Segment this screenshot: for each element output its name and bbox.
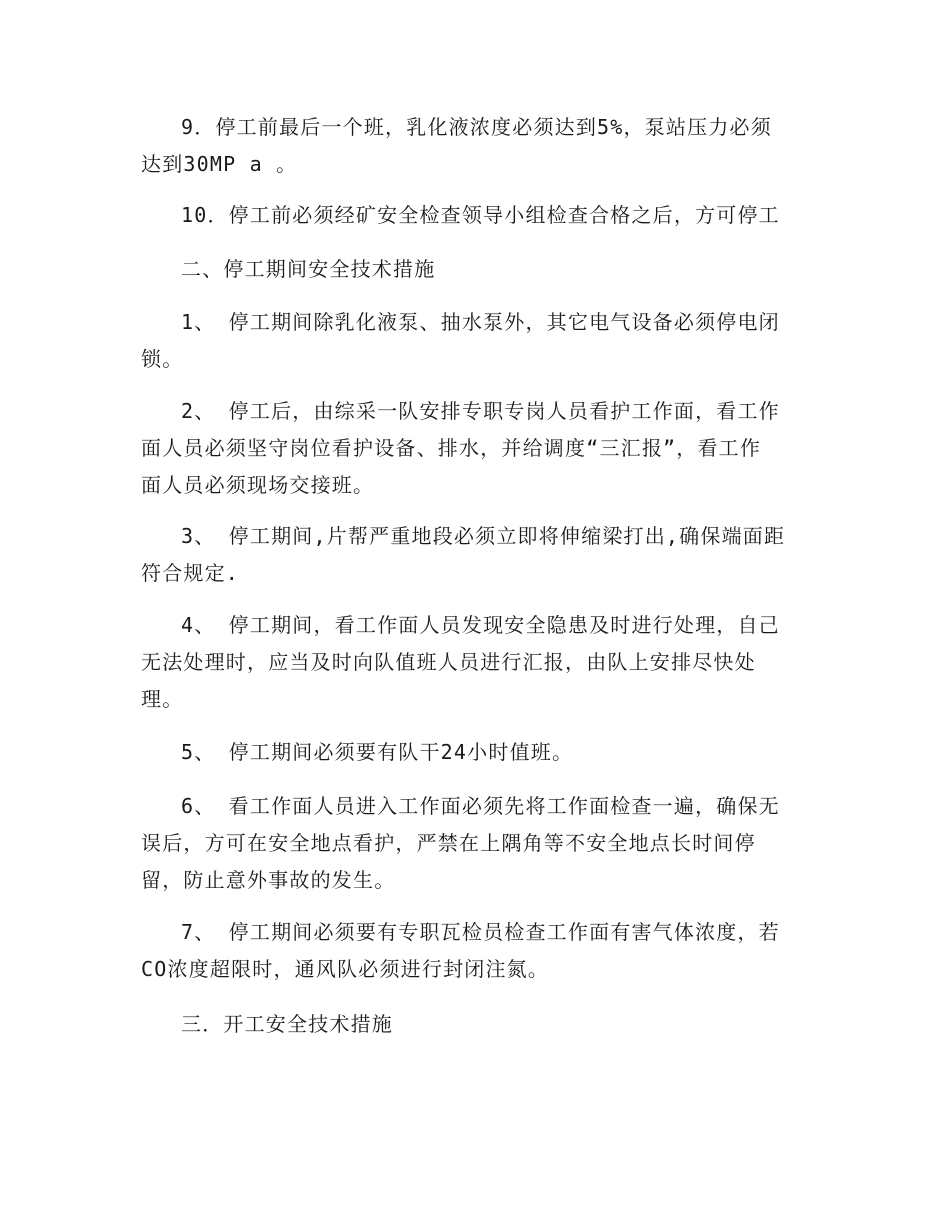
text-line: 三．开工安全技术措施: [181, 1012, 393, 1036]
text-line: 二、停工期间安全技术措施: [181, 257, 436, 281]
text-line: 达到30MP a 。: [141, 152, 298, 176]
text-line: 5、 停工期间必须要有队干24小时值班。: [181, 740, 574, 764]
text-line: 无法处理时，应当及时向队值班人员进行汇报，由队上安排尽快处: [141, 650, 756, 674]
text-line: 2、 停工后，由综采一队安排专职专岗人员看护工作面，看工作: [181, 399, 780, 423]
text-line: 理。: [141, 687, 184, 711]
text-line: 误后，方可在安全地点看护，严禁在上隅角等不安全地点长时间停: [141, 831, 756, 855]
section-heading-3: [141, 1006, 801, 1043]
paragraph-measure-3: [141, 518, 801, 592]
text-line: 留，防止意外事故的发生。: [141, 868, 396, 892]
text-line: 面人员必须现场交接班。: [141, 473, 375, 497]
section-heading-2: [141, 251, 801, 288]
text-line: 4、 停工期间，看工作面人员发现安全隐患及时进行处理，自己: [181, 613, 780, 637]
text-line: 1、 停工期间除乳化液泵、抽水泵外，其它电气设备必须停电闭: [181, 310, 780, 334]
paragraph-measure-5: [141, 734, 801, 771]
paragraph-measure-2: [141, 393, 801, 504]
text-line: 符合规定.: [141, 561, 240, 585]
text-line: 面人员必须坚守岗位看护设备、排水，并给调度“三汇报”，看工作: [141, 436, 762, 460]
paragraph-item-10: [141, 197, 801, 234]
paragraph-item-9: [141, 109, 801, 183]
text-line: 锁。: [141, 347, 184, 371]
text-line: 3、 停工期间,片帮严重地段必须立即将伸缩梁打出,确保端面距: [181, 524, 786, 548]
paragraph-measure-7: [141, 914, 801, 988]
text-line: 9．停工前最后一个班，乳化液浓度必须达到5%，泵站压力必须: [181, 115, 772, 139]
paragraph-measure-6: [141, 788, 801, 899]
paragraph-measure-4: [141, 607, 801, 718]
paragraph-measure-1: [141, 304, 801, 378]
text-line: 6、 看工作面人员进入工作面必须先将工作面检查一遍，确保无: [181, 794, 780, 818]
text-line: 10．停工前必须经矿安全检查领导小组检查合格之后，方可停工: [181, 203, 780, 227]
text-line: 7、 停工期间必须要有专职瓦检员检查工作面有害气体浓度，若: [181, 920, 780, 944]
text-line: CO浓度超限时，通风队必须进行封闭注氮。: [141, 957, 550, 981]
